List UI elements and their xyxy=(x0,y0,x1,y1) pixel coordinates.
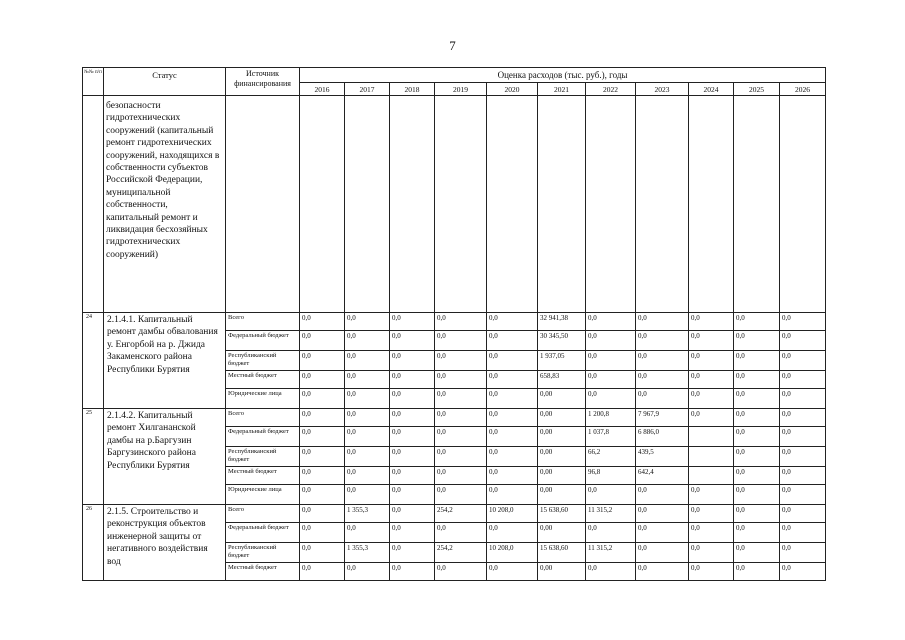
funding-source: Юридические лица xyxy=(226,485,300,505)
cost-value: 0,0 xyxy=(345,563,390,581)
cost-value: 0,0 xyxy=(734,331,780,351)
continuation-row xyxy=(83,96,826,313)
cost-value: 0,0 xyxy=(689,351,734,371)
cost-value: 0,0 xyxy=(689,389,734,409)
year-header: 2019 xyxy=(435,83,487,96)
cost-value: 0,0 xyxy=(780,485,826,505)
cost-value xyxy=(689,447,734,467)
cost-value: 0,0 xyxy=(300,389,345,409)
funding-source: Всего xyxy=(226,313,300,331)
cost-value: 0,0 xyxy=(636,389,689,409)
cost-value: 15 638,60 xyxy=(538,505,586,523)
cost-value: 0,0 xyxy=(689,409,734,427)
cost-value: 0,0 xyxy=(689,331,734,351)
measure-status: 2.1.4.2. Капитальный ремонт Хилгананской дамбы на р.Баргузин Баргузинского района Республики Бурятия xyxy=(104,409,226,505)
year-header: 2018 xyxy=(390,83,435,96)
header-cost-estimate: Оценка расходов (тыс. руб.), годы xyxy=(300,68,826,83)
cost-value: 0,0 xyxy=(300,313,345,331)
year-header: 2024 xyxy=(689,83,734,96)
cost-value: 0,0 xyxy=(390,485,435,505)
cost-value: 0,0 xyxy=(780,447,826,467)
year-header: 2026 xyxy=(780,83,826,96)
cost-value: 1 355,3 xyxy=(345,505,390,523)
cost-value: 0,0 xyxy=(734,563,780,581)
cost-value: 0,0 xyxy=(345,331,390,351)
cost-value: 0,0 xyxy=(487,563,538,581)
cost-value: 0,0 xyxy=(636,371,689,389)
cost-value: 0,0 xyxy=(390,543,435,563)
cost-value: 0,0 xyxy=(300,505,345,523)
cost-value: 0,0 xyxy=(300,447,345,467)
cost-value: 0,0 xyxy=(345,447,390,467)
cost-value: 30 345,50 xyxy=(538,331,586,351)
cost-value: 10 208,0 xyxy=(487,505,538,523)
year-header: 2016 xyxy=(300,83,345,96)
cost-value: 0,0 xyxy=(390,447,435,467)
cost-value: 0,0 xyxy=(780,523,826,543)
cost-value: 642,4 xyxy=(636,467,689,485)
funding-source: Местный бюджет xyxy=(226,467,300,485)
cost-value: 0,0 xyxy=(689,313,734,331)
year-header: 2017 xyxy=(345,83,390,96)
cost-value: 0,0 xyxy=(636,543,689,563)
cost-value: 0,00 xyxy=(538,467,586,485)
cost-value: 0,0 xyxy=(435,389,487,409)
cost-value: 0,0 xyxy=(780,389,826,409)
cost-value: 0,0 xyxy=(487,427,538,447)
row-number: 25 xyxy=(83,409,104,505)
funding-source: Местный бюджет xyxy=(226,563,300,581)
cost-value xyxy=(689,467,734,485)
cost-value: 0,0 xyxy=(636,563,689,581)
cost-value: 0,0 xyxy=(636,351,689,371)
row-number: 26 xyxy=(83,505,104,581)
header-number: №№ п/п xyxy=(83,68,104,96)
cost-value: 0,0 xyxy=(345,523,390,543)
cost-value: 0,0 xyxy=(390,467,435,485)
cost-value: 0,0 xyxy=(780,543,826,563)
cost-value: 0,0 xyxy=(300,427,345,447)
cost-value: 0,0 xyxy=(780,563,826,581)
year-header: 2020 xyxy=(487,83,538,96)
cost-value: 0,0 xyxy=(689,563,734,581)
cost-value: 0,0 xyxy=(390,351,435,371)
cost-value: 0,0 xyxy=(780,351,826,371)
cost-value: 32 941,38 xyxy=(538,313,586,331)
cost-value: 0,0 xyxy=(487,523,538,543)
cost-value: 0,0 xyxy=(390,563,435,581)
cost-value: 1 200,8 xyxy=(586,409,636,427)
cost-value: 0,0 xyxy=(734,409,780,427)
cost-value: 0,0 xyxy=(300,351,345,371)
cost-value: 0,0 xyxy=(435,447,487,467)
cost-value: 0,0 xyxy=(780,371,826,389)
cost-value: 10 208,0 xyxy=(487,543,538,563)
cost-value: 0,0 xyxy=(586,371,636,389)
cost-value: 0,00 xyxy=(538,389,586,409)
cost-value: 0,0 xyxy=(300,467,345,485)
header-status: Статус xyxy=(104,68,226,96)
cost-value: 0,0 xyxy=(435,427,487,447)
cost-value: 0,00 xyxy=(538,523,586,543)
funding-source: Местный бюджет xyxy=(226,371,300,389)
cost-value: 0,0 xyxy=(300,523,345,543)
cost-value: 0,0 xyxy=(689,523,734,543)
cost-value: 439,5 xyxy=(636,447,689,467)
cost-value: 0,00 xyxy=(538,447,586,467)
cost-value: 0,0 xyxy=(636,485,689,505)
cost-value: 0,0 xyxy=(390,427,435,447)
row-number: 24 xyxy=(83,313,104,409)
measure-status: 2.1.4.1. Капитальный ремонт дамбы обвалования у. Енгорбой на р. Джида Закаменского района Республики Бурятия xyxy=(104,313,226,409)
cost-value: 7 967,9 xyxy=(636,409,689,427)
cost-value: 11 315,2 xyxy=(586,505,636,523)
cost-value: 0,0 xyxy=(636,505,689,523)
funding-source: Республиканский бюджет xyxy=(226,447,300,467)
cost-value: 0,0 xyxy=(435,331,487,351)
cost-value: 0,0 xyxy=(345,351,390,371)
cost-value: 0,0 xyxy=(435,371,487,389)
cost-value: 0,0 xyxy=(390,371,435,389)
cost-value: 0,0 xyxy=(487,485,538,505)
cost-value: 0,0 xyxy=(586,523,636,543)
cost-value: 0,0 xyxy=(780,409,826,427)
year-header: 2021 xyxy=(538,83,586,96)
table-row xyxy=(83,313,826,331)
funding-source: Республиканский бюджет xyxy=(226,351,300,371)
header-source: Источник финансирования xyxy=(226,68,300,96)
cost-value: 0,0 xyxy=(734,447,780,467)
cost-value: 0,0 xyxy=(689,505,734,523)
continuation-status: безопасности гидротехнических сооружений (капитальный ремонт гидротехнических сооружений, находящихся в собственности субъектов Российской Федерации, муниципальной собственности, капитальный ремонт и ликвидация бесхозяйных гидротехнических сооружений) xyxy=(104,96,226,313)
cost-value: 0,0 xyxy=(435,485,487,505)
funding-source: Федеральный бюджет xyxy=(226,523,300,543)
cost-value: 0,0 xyxy=(300,331,345,351)
funding-source: Федеральный бюджет xyxy=(226,331,300,351)
cost-value: 0,0 xyxy=(734,543,780,563)
cost-value: 254,2 xyxy=(435,505,487,523)
cost-value: 0,0 xyxy=(734,467,780,485)
cost-value: 0,0 xyxy=(636,331,689,351)
cost-value: 0,0 xyxy=(390,523,435,543)
cost-value: 66,2 xyxy=(586,447,636,467)
funding-source: Всего xyxy=(226,409,300,427)
cost-value: 0,0 xyxy=(487,313,538,331)
cost-value: 0,0 xyxy=(586,331,636,351)
cost-value: 0,0 xyxy=(734,389,780,409)
cost-value: 0,00 xyxy=(538,563,586,581)
cost-value: 0,0 xyxy=(300,371,345,389)
funding-source: Юридические лица xyxy=(226,389,300,409)
cost-value: 0,0 xyxy=(435,351,487,371)
cost-value: 0,00 xyxy=(538,485,586,505)
cost-value: 0,0 xyxy=(487,351,538,371)
cost-value: 0,0 xyxy=(390,313,435,331)
cost-value: 0,0 xyxy=(300,409,345,427)
cost-value: 0,0 xyxy=(734,505,780,523)
cost-value: 0,0 xyxy=(390,505,435,523)
cost-value: 658,83 xyxy=(538,371,586,389)
cost-value: 0,0 xyxy=(345,389,390,409)
cost-value: 0,0 xyxy=(300,543,345,563)
cost-value: 0,0 xyxy=(780,427,826,447)
measure-status: 2.1.5. Строительство и реконструкция объектов инженерной защиты от негативного воздействия вод xyxy=(104,505,226,581)
cost-value: 0,00 xyxy=(538,409,586,427)
cost-value: 0,0 xyxy=(300,563,345,581)
cost-value: 0,0 xyxy=(435,467,487,485)
funding-source: Всего xyxy=(226,505,300,523)
cost-value: 0,0 xyxy=(586,485,636,505)
cost-value: 0,0 xyxy=(390,331,435,351)
cost-value: 0,0 xyxy=(435,313,487,331)
cost-value: 0,00 xyxy=(538,427,586,447)
cost-value: 0,0 xyxy=(689,371,734,389)
cost-value: 0,0 xyxy=(487,371,538,389)
cost-value: 0,0 xyxy=(487,467,538,485)
funding-source: Республиканский бюджет xyxy=(226,543,300,563)
cost-value: 0,0 xyxy=(487,447,538,467)
cost-value: 0,0 xyxy=(734,313,780,331)
cost-value xyxy=(689,427,734,447)
cost-value: 15 638,60 xyxy=(538,543,586,563)
cost-value: 0,0 xyxy=(734,427,780,447)
cost-value: 0,0 xyxy=(586,351,636,371)
table-body xyxy=(83,96,826,581)
cost-value: 0,0 xyxy=(345,485,390,505)
year-header: 2025 xyxy=(734,83,780,96)
budget-table xyxy=(82,67,826,581)
table-row xyxy=(83,409,826,427)
cost-value: 0,0 xyxy=(636,523,689,543)
cost-value: 0,0 xyxy=(345,313,390,331)
cost-value: 0,0 xyxy=(586,389,636,409)
cost-value: 0,0 xyxy=(734,485,780,505)
cost-value: 0,0 xyxy=(300,485,345,505)
year-header: 2023 xyxy=(636,83,689,96)
cost-value: 0,0 xyxy=(345,427,390,447)
cost-value: 0,0 xyxy=(435,563,487,581)
cost-value: 0,0 xyxy=(780,331,826,351)
cost-value: 0,0 xyxy=(345,409,390,427)
page-number: 7 xyxy=(449,38,456,53)
table-row xyxy=(83,505,826,523)
cost-value: 0,0 xyxy=(390,409,435,427)
funding-source: Федеральный бюджет xyxy=(226,427,300,447)
cost-value: 0,0 xyxy=(734,371,780,389)
cost-value: 0,0 xyxy=(487,409,538,427)
cost-value: 0,0 xyxy=(689,543,734,563)
cost-value: 0,0 xyxy=(636,313,689,331)
cost-value: 1 355,3 xyxy=(345,543,390,563)
cost-value: 0,0 xyxy=(689,485,734,505)
cost-value: 0,0 xyxy=(780,505,826,523)
cost-value: 0,0 xyxy=(586,563,636,581)
cost-value: 0,0 xyxy=(780,313,826,331)
cost-value: 0,0 xyxy=(734,351,780,371)
cost-value: 6 886,0 xyxy=(636,427,689,447)
cost-value: 0,0 xyxy=(487,331,538,351)
cost-value: 11 315,2 xyxy=(586,543,636,563)
cost-value: 0,0 xyxy=(390,389,435,409)
cost-value: 96,8 xyxy=(586,467,636,485)
cost-value: 0,0 xyxy=(734,523,780,543)
cost-value: 0,0 xyxy=(435,409,487,427)
cost-value: 0,0 xyxy=(586,313,636,331)
cost-value: 1 037,8 xyxy=(586,427,636,447)
cost-value: 0,0 xyxy=(345,371,390,389)
cost-value: 0,0 xyxy=(435,523,487,543)
cost-value: 1 937,05 xyxy=(538,351,586,371)
cost-value: 0,0 xyxy=(487,389,538,409)
cost-value: 254,2 xyxy=(435,543,487,563)
cost-value: 0,0 xyxy=(345,467,390,485)
cost-value: 0,0 xyxy=(780,467,826,485)
year-header: 2022 xyxy=(586,83,636,96)
